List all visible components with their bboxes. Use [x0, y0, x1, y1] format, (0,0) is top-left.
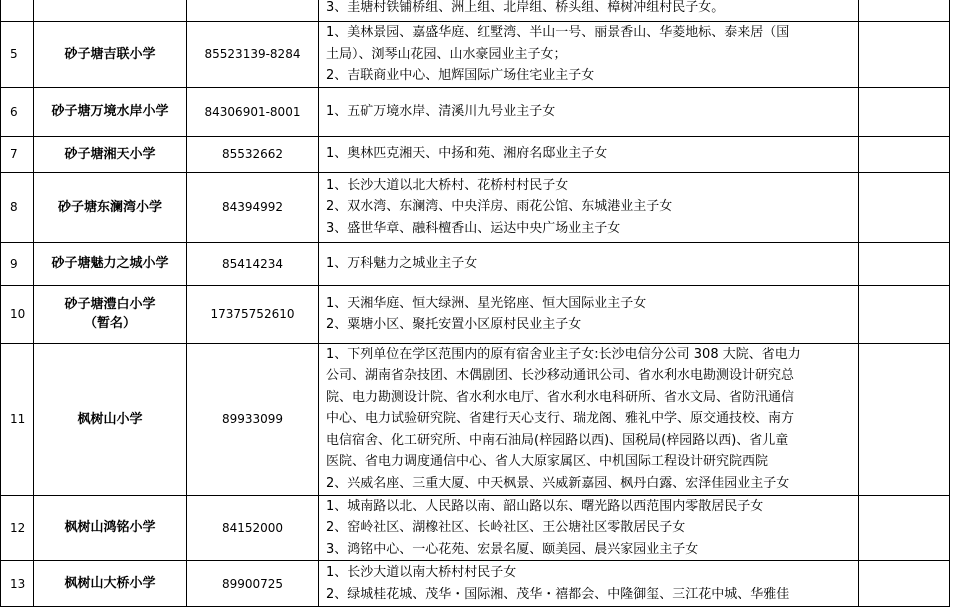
school-name-line: 砂子塘东澜湾小学: [57, 199, 162, 215]
table-row: [1, 136, 950, 172]
school-name-line: （暂名）: [83, 316, 136, 331]
phone-number: 17375752610: [187, 285, 319, 343]
school-name-line: 枫树山小学: [77, 411, 143, 427]
enrollment-area-line: 公司、湖南省杂技团、木偶剧团、长沙移动通讯公司、省水利水电勘测设计研究总: [326, 368, 795, 384]
table-row: [1, 495, 950, 561]
school-name: [34, 285, 187, 343]
enrollment-area-line: 1、城南路以北、人民路以南、韶山路以东、曙光路以西范围内零散居民子女: [326, 498, 764, 514]
table-row: [1, 22, 950, 88]
enrollment-area-line: 土局）、浏琴山花园、山水豪园业主子女；: [326, 46, 567, 62]
enrollment-area-line: 3、圭塘村铁铺桥组、洲上组、北岸组、桥头组、樟树冲组村民子女。: [326, 0, 725, 16]
enrollment-area-line: 1、下列单位在学区范围内的原有宿舍业主子女:长沙电信分公司 308 大院、省电力: [326, 346, 801, 362]
enrollment-area: [319, 285, 859, 343]
phone-number: 89900725: [187, 561, 319, 607]
phone-number: 84152000: [187, 495, 319, 561]
phone-number: 85414234: [187, 242, 319, 285]
school-name: [34, 87, 187, 136]
remarks-cell: [859, 172, 950, 242]
school-name: [34, 22, 187, 88]
enrollment-area-line: 2、兴威名座、三重大厦、中天枫景、兴威新嘉园、枫丹白露、宏泽佳园业主子女: [326, 475, 790, 491]
school-name-line: 枫树山鸿铭小学: [64, 520, 156, 536]
school-name-line: 砂子塘吉联小学: [64, 46, 156, 62]
remarks-cell: [859, 561, 950, 607]
phone-number: 85523139-8284: [187, 22, 319, 88]
enrollment-area: [319, 561, 859, 607]
table-row: [1, 285, 950, 343]
enrollment-area-line: 1、五矿万境水岸、清溪川九号业主子女: [326, 103, 556, 119]
enrollment-area-line: 3、鸿铭中心、一心花苑、宏景名厦、颐美园、晨兴家园业主子女: [326, 541, 699, 557]
school-name: [34, 242, 187, 285]
school-name: [34, 343, 187, 495]
enrollment-area-line: 1、美林景园、嘉盛华庭、红墅湾、半山一号、丽景香山、华菱地标、泰来居（国: [326, 25, 790, 40]
enrollment-area: [319, 172, 859, 242]
row-number: 8: [1, 172, 34, 242]
row-number: [1, 0, 34, 22]
enrollment-area-line: 2、窑岭社区、湖橡社区、长岭社区、王公塘社区零散居民子女: [326, 520, 686, 535]
phone-number: 84394992: [187, 172, 319, 242]
school-name: [34, 495, 187, 561]
row-number: 11: [1, 343, 34, 495]
enrollment-area-line: 2、粟塘小区、聚托安置小区原村民业主子女: [326, 317, 582, 332]
school-name-line: 砂子塘万境水岸小学: [51, 104, 169, 119]
phone-number: [187, 0, 319, 22]
table-row: [1, 561, 950, 607]
enrollment-area-line: 1、长沙大道以南大桥村村民子女: [326, 565, 517, 580]
enrollment-area-line: 3、盛世华章、融科檀香山、运达中央广场业主子女: [326, 220, 621, 236]
enrollment-area: [319, 22, 859, 88]
enrollment-area: [319, 242, 859, 285]
enrollment-area-line: 电信宿舍、化工研究所、中南石油局(梓园路以西)、国税局(梓园路以西)、省儿童: [326, 432, 789, 448]
school-name: [34, 136, 187, 172]
table-row: [1, 242, 950, 285]
enrollment-area: [319, 87, 859, 136]
enrollment-area-line: 2、吉联商业中心、旭辉国际广场住宅业主子女: [326, 68, 595, 83]
table-row: [1, 172, 950, 242]
school-name-line: 砂子塘魅力之城小学: [51, 256, 169, 271]
school-name-line: 砂子塘澧白小学: [64, 297, 156, 312]
row-number: 6: [1, 87, 34, 136]
school-name: [34, 0, 187, 22]
row-number: 13: [1, 561, 34, 607]
remarks-cell: [859, 22, 950, 88]
remarks-cell: [859, 87, 950, 136]
row-number: 5: [1, 22, 34, 88]
table-row: [1, 87, 950, 136]
remarks-cell: [859, 285, 950, 343]
phone-number: 89933099: [187, 343, 319, 495]
row-number: 10: [1, 285, 34, 343]
table-row: [1, 0, 950, 22]
table-row: [1, 343, 950, 495]
remarks-cell: [859, 495, 950, 561]
enrollment-area-line: 1、万科魅力之城业主子女: [326, 255, 478, 271]
row-number: 7: [1, 136, 34, 172]
enrollment-area: [319, 136, 859, 172]
table-body: [1, 0, 950, 607]
remarks-cell: [859, 136, 950, 172]
enrollment-area: [319, 495, 859, 561]
row-number: 12: [1, 495, 34, 561]
enrollment-area-line: 中心、电力试验研究院、省建行天心支行、瑞龙阁、雅礼中学、原交通技校、南方: [326, 411, 795, 427]
school-name-line: 枫树山大桥小学: [64, 576, 156, 591]
enrollment-area-line: 1、奥林匹克湘天、中扬和苑、湘府名邸业主子女: [326, 146, 608, 162]
enrollment-area-line: 1、长沙大道以北大桥村、花桥村村民子女: [326, 177, 569, 193]
enrollment-area-line: 2、绿城桂花城、茂华・国际湘、茂华・禧都会、中隆御玺、三江花中城、华雅佳: [326, 586, 790, 602]
enrollment-area-line: 2、双水湾、东澜湾、中央洋房、雨花公馆、东城港业主子女: [326, 199, 673, 215]
school-name: [34, 561, 187, 607]
enrollment-area-line: 1、天湘华庭、恒大绿洲、星光铭座、恒大国际业主子女: [326, 295, 647, 311]
school-name-line: 砂子塘湘天小学: [64, 146, 156, 162]
remarks-cell: [859, 242, 950, 285]
enrollment-area: [319, 343, 859, 495]
enrollment-area-line: 医院、省电力调度通信中心、省人大原家属区、中机国际工程设计研究院西院: [326, 454, 769, 470]
phone-number: 85532662: [187, 136, 319, 172]
row-number: 9: [1, 242, 34, 285]
school-name: [34, 172, 187, 242]
phone-number: 84306901-8001: [187, 87, 319, 136]
remarks-cell: [859, 0, 950, 22]
remarks-cell: [859, 343, 950, 495]
enrollment-area-line: 院、电力勘测设计院、省水利水电厅、省水利水电科研所、省水文局、省防汛通信: [326, 389, 795, 405]
enrollment-area: [319, 0, 859, 22]
